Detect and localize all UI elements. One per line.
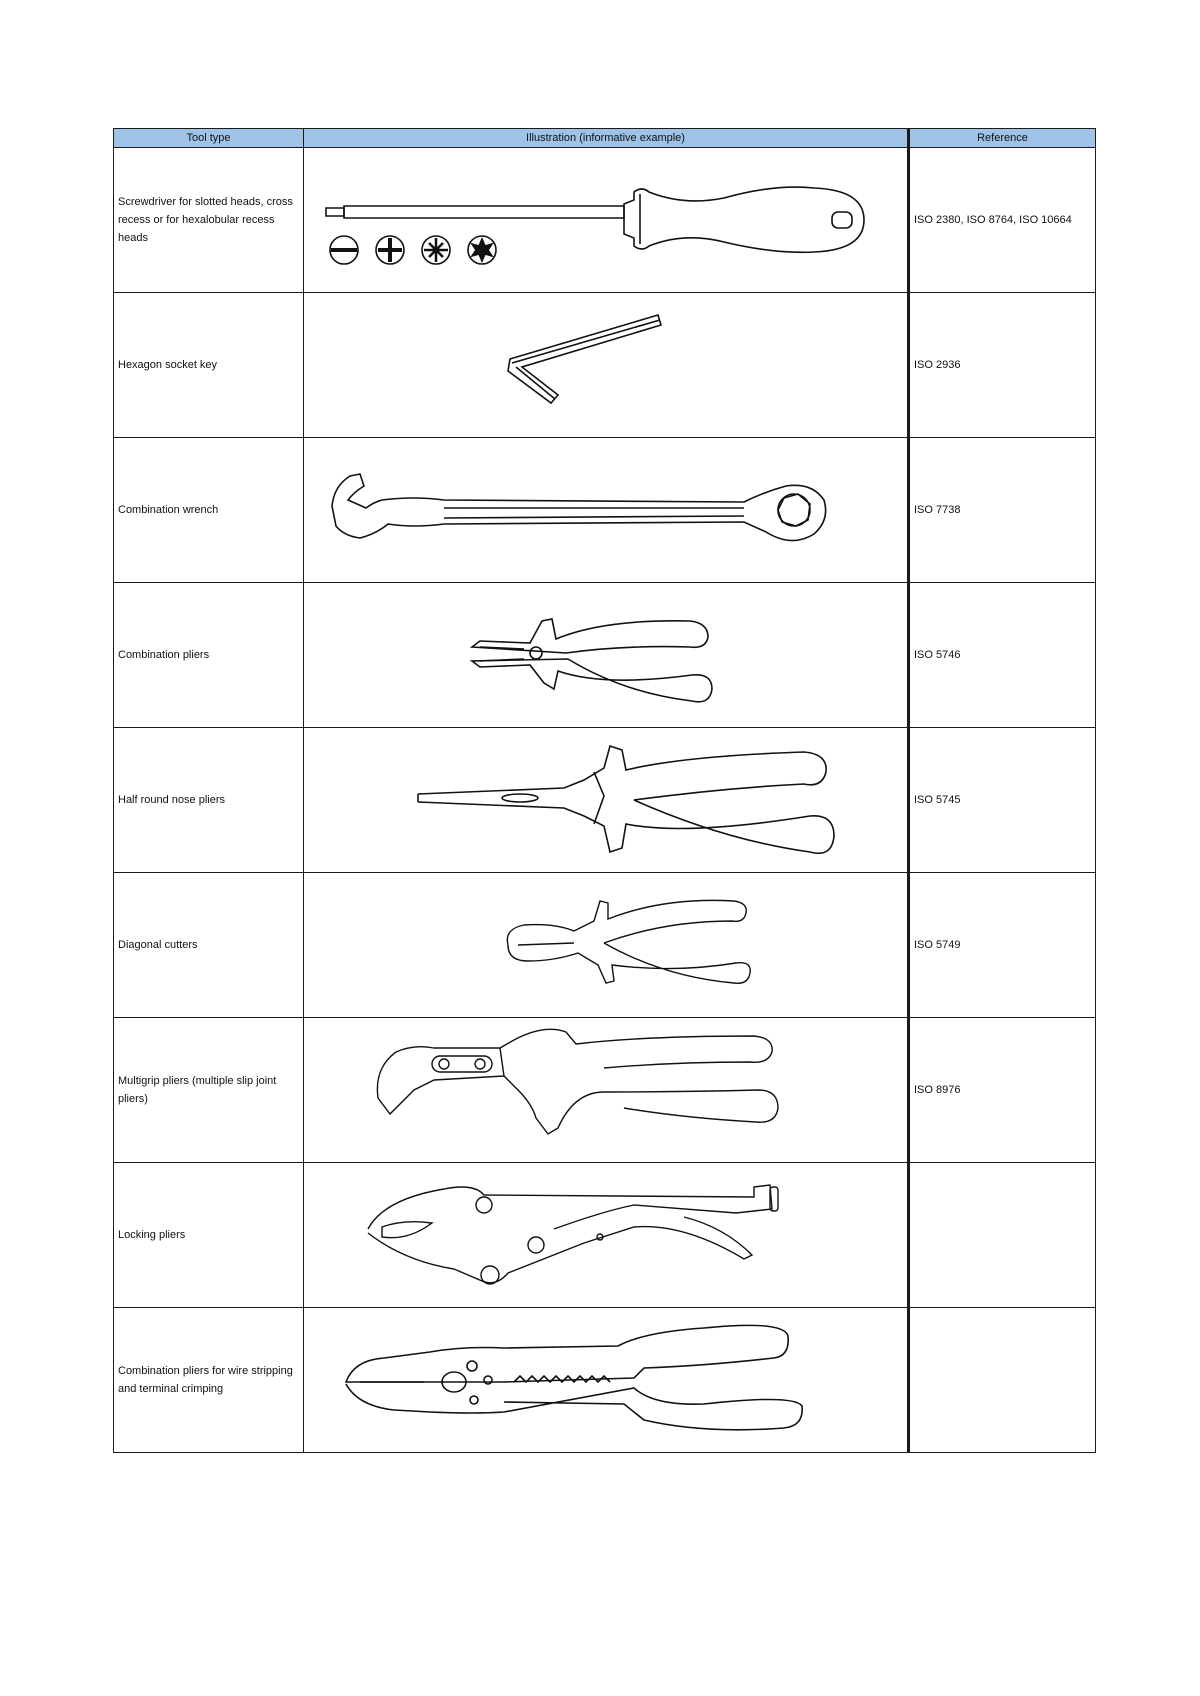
- illustration-cell: [304, 1163, 909, 1308]
- table-row: [114, 583, 1096, 728]
- tool-type-cell: Diagonal cutters: [114, 873, 304, 1018]
- illustration-cell: [304, 293, 909, 438]
- illustration-cell: [304, 583, 909, 728]
- reference-cell: ISO 8976: [909, 1018, 1096, 1163]
- tools-table: [113, 128, 1096, 1453]
- tool-type-cell: Combination wrench: [114, 438, 304, 583]
- table-row: [114, 728, 1096, 873]
- illustration-cell: [304, 1308, 909, 1453]
- reference-cell: ISO 5745: [909, 728, 1096, 873]
- reference-cell: [909, 1308, 1096, 1453]
- tool-type-cell: Multigrip pliers (multiple slip joint pliers): [114, 1018, 304, 1163]
- reference-cell: ISO 5746: [909, 583, 1096, 728]
- reference-cell: ISO 2380, ISO 8764, ISO 10664: [909, 148, 1096, 293]
- table-row: [114, 438, 1096, 583]
- reference-cell: [909, 1163, 1096, 1308]
- tool-type-cell: Combination pliers: [114, 583, 304, 728]
- header-tool-type: Tool type: [114, 129, 304, 148]
- combination-pliers-icon: [304, 583, 908, 727]
- table-row: [114, 873, 1096, 1018]
- illustration-cell: [304, 438, 909, 583]
- illustration-cell: [304, 148, 909, 293]
- table-row: [114, 293, 1096, 438]
- hex-key-icon: [304, 293, 908, 437]
- table-header-row: [114, 129, 1096, 148]
- tool-type-cell: Combination pliers for wire stripping and terminal crimping: [114, 1308, 304, 1453]
- multigrip-pliers-icon: [304, 1018, 908, 1162]
- tool-type-cell: Locking pliers: [114, 1163, 304, 1308]
- reference-cell: ISO 5749: [909, 873, 1096, 1018]
- reference-cell: ISO 7738: [909, 438, 1096, 583]
- header-reference: Reference: [909, 129, 1096, 148]
- screwdriver-icon: [304, 148, 908, 292]
- half-round-nose-pliers-icon: [304, 728, 908, 872]
- table-row: [114, 1018, 1096, 1163]
- wire-stripping-pliers-icon: [304, 1308, 908, 1452]
- table-row: [114, 1163, 1096, 1308]
- illustration-cell: [304, 1018, 909, 1163]
- illustration-cell: [304, 728, 909, 873]
- tool-type-cell: Half round nose pliers: [114, 728, 304, 873]
- table-row: [114, 148, 1096, 293]
- locking-pliers-icon: [304, 1163, 908, 1307]
- tool-type-cell: Screwdriver for slotted heads, cross recess or for hexalobular recess heads: [114, 148, 304, 293]
- diagonal-cutters-icon: [304, 873, 908, 1017]
- tool-type-cell: Hexagon socket key: [114, 293, 304, 438]
- illustration-cell: [304, 873, 909, 1018]
- header-illustration: Illustration (informative example): [304, 129, 909, 148]
- reference-cell: ISO 2936: [909, 293, 1096, 438]
- combination-wrench-icon: [304, 438, 908, 582]
- table-row: [114, 1308, 1096, 1453]
